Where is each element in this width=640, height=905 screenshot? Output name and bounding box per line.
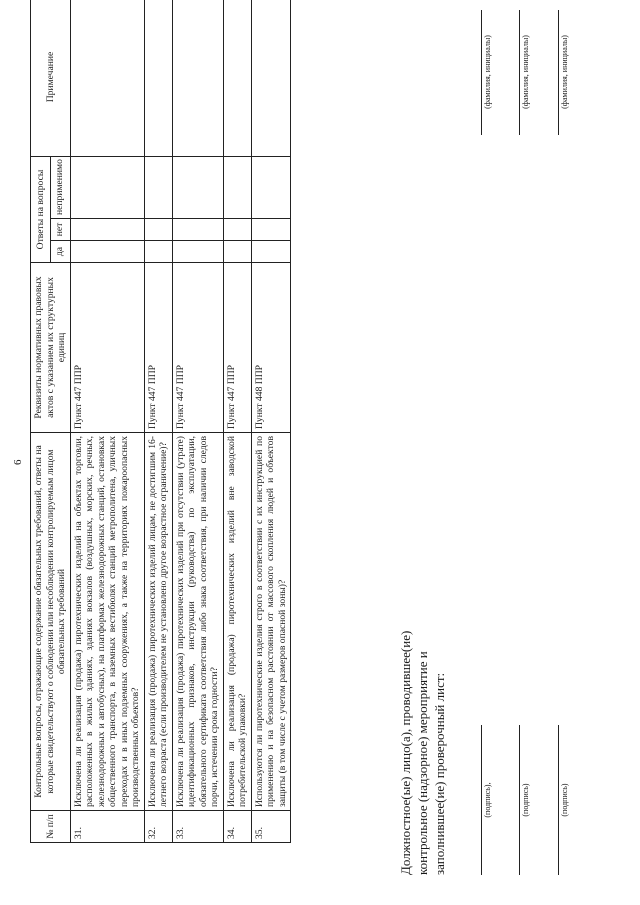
answer-na-cell[interactable] <box>223 157 251 219</box>
table-row <box>172 0 223 843</box>
signers-label-line-1: Должностное(ые) лицо(а), проводившее(ие) <box>398 630 413 875</box>
row-question: Исключена ли реализация (продажа) пиротехнических изделий при отсутствии (утрате) идентификационных признаков, инструкции (руководства) по эксплуатации, обязательного сертификата соответствия либо знака соответствия, при наличии следов порчи, истечении срока годности? <box>172 433 223 811</box>
note-cell[interactable] <box>223 0 251 157</box>
header-answers: Ответы на вопросы <box>31 157 51 263</box>
answer-yes-cell[interactable] <box>251 241 291 263</box>
row-question: Исключена ли реализация (продажа) пиротехнических изделий вне заводской потребительской упаковки? <box>223 433 251 811</box>
header-row <box>31 0 51 843</box>
signature-caption: (подпись) <box>560 783 569 817</box>
row-ref: Пункт 447 ППР <box>223 263 251 433</box>
name-line[interactable] <box>481 10 482 135</box>
row-question: Исключена ли реализация (продажа) пиротехнических изделий лицам, не достигшим 16-летнего возраста (если производителем не установлено другое возрастное ограничение)? <box>144 433 172 811</box>
answer-na-cell[interactable] <box>70 157 144 219</box>
header-note: Примечание <box>31 0 71 157</box>
signers-label-line-2: контрольное (надзорное) мероприятие и <box>414 651 430 875</box>
answer-na-cell[interactable] <box>251 157 291 219</box>
answer-na-cell[interactable] <box>144 157 172 219</box>
note-cell[interactable] <box>144 0 172 157</box>
name-caption: (фамилия, инициалы) <box>521 35 530 109</box>
answer-yes-cell[interactable] <box>223 241 251 263</box>
answer-na-cell[interactable] <box>172 157 223 219</box>
page-number: 6 <box>12 459 24 465</box>
row-num: 33. <box>172 811 223 843</box>
name-caption: (фамилия, инициалы) <box>560 35 569 109</box>
signature-line[interactable] <box>519 725 520 875</box>
signature-line[interactable] <box>558 725 559 875</box>
row-ref: Пункт 448 ППР <box>251 263 291 433</box>
name-line[interactable] <box>558 10 559 135</box>
answer-no-cell[interactable] <box>144 219 172 241</box>
row-question: Используются ли пиротехнические изделия строго в соответствии с их инструкцией по применению и на безопасном расстоянии от массового скопления людей и объектов защиты (в том числе с учетом размеров опасной зоны)? <box>251 433 291 811</box>
name-caption: (фамилия, инициалы) <box>483 35 492 109</box>
table-row <box>70 0 144 843</box>
answer-yes-cell[interactable] <box>172 241 223 263</box>
answer-no-cell[interactable] <box>70 219 144 241</box>
header-question: Контрольные вопросы, отражающие содержание обязательных требований, ответы на которые свидетельствуют о соблюдении или несоблюдении контролируемым лицом обязательных требований <box>31 433 71 811</box>
checklist-table <box>30 0 291 843</box>
answer-yes-cell[interactable] <box>144 241 172 263</box>
row-num: 34. <box>223 811 251 843</box>
header-num: № п/п <box>31 811 71 843</box>
note-cell[interactable] <box>70 0 144 157</box>
row-num: 32. <box>144 811 172 843</box>
signature-caption: (подпись), <box>483 782 492 818</box>
row-ref: Пункт 447 ППР <box>172 263 223 433</box>
header-na: неприменимо <box>50 157 70 219</box>
row-ref: Пункт 447 ППР <box>144 263 172 433</box>
name-line[interactable] <box>519 10 520 135</box>
answer-no-cell[interactable] <box>223 219 251 241</box>
answer-yes-cell[interactable] <box>70 241 144 263</box>
row-num: 35. <box>251 811 291 843</box>
table-row <box>144 0 172 843</box>
signers-label-line-3: заполнившее(ие) проверочный лист: <box>431 672 447 875</box>
table-row <box>223 0 251 843</box>
row-ref: Пункт 447 ППР <box>70 263 144 433</box>
row-question: Исключена ли реализация (продажа) пиротехнических изделий на объектах торговли, расположенных в жилых зданиях, зданиях вокзалов (воздушных, морских, речных, железнодорожных и автобусных), на платформах железнодорожных станций, остановках общественного транспорта, в наземных вестибюлях станций метрополитена, уличных переходах и в иных подземных сооружениях, а также на территориях пожароопасных производственных объектов? <box>70 433 144 811</box>
header-no: нет <box>50 219 70 241</box>
note-cell[interactable] <box>172 0 223 157</box>
signature-caption: (подпись) <box>521 783 530 817</box>
table-row <box>251 0 291 843</box>
row-num: 31. <box>70 811 144 843</box>
answer-no-cell[interactable] <box>172 219 223 241</box>
header-yes: да <box>50 241 70 263</box>
header-requisites: Реквизиты нормативных правовых актов с указанием их структурных единиц <box>31 263 71 433</box>
signature-line[interactable] <box>481 725 482 875</box>
note-cell[interactable] <box>251 0 291 157</box>
answer-no-cell[interactable] <box>251 219 291 241</box>
signers-label <box>398 631 449 875</box>
